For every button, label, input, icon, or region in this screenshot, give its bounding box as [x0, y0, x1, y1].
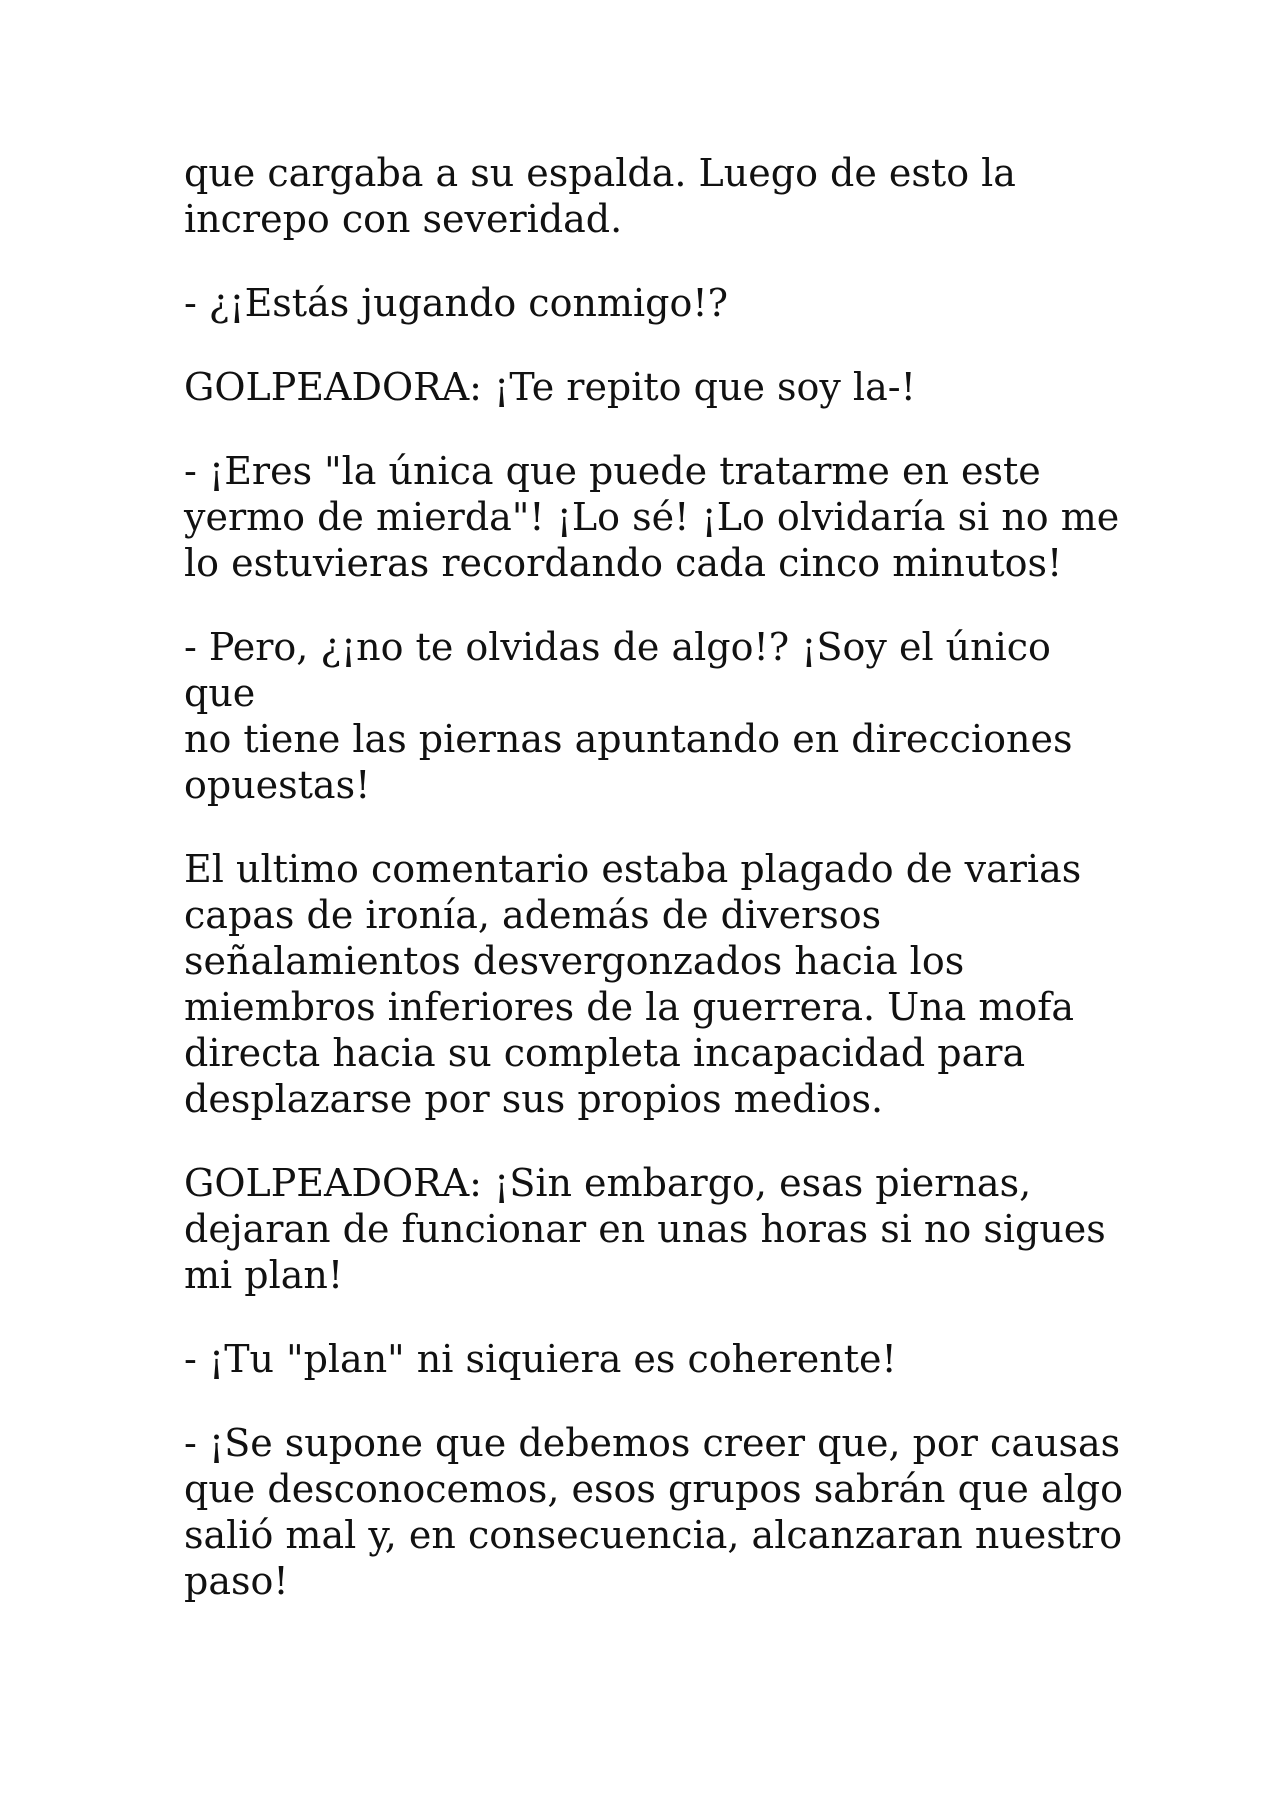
text-line: no tiene las piernas apuntando en direcciones	[184, 717, 1073, 761]
text-line: que cargaba a su espalda. Luego de esto la	[184, 151, 1016, 195]
text-line: - ¡Se supone que debemos creer que, por causas	[184, 1421, 1121, 1465]
paragraph	[184, 448, 1124, 586]
text-line: El ultimo comentario estaba plagado de varias	[184, 847, 1082, 891]
text-line: lo estuvieras recordando cada cinco minutos!	[184, 541, 1063, 585]
text-line: GOLPEADORA: ¡Te repito que soy la-!	[184, 365, 916, 409]
text-line: opuestas!	[184, 763, 371, 807]
text-line: desplazarse por sus propios medios.	[184, 1077, 884, 1121]
paragraph	[184, 1336, 1124, 1382]
text-line: capas de ironía, además de diversos	[184, 893, 882, 937]
text-line: miembros inferiores de la guerrera. Una mofa	[184, 985, 1074, 1029]
text-line: salió mal y, en consecuencia, alcanzaran nuestro	[184, 1513, 1123, 1557]
text-line: - ¡Eres "la única que puede tratarme en este	[184, 449, 1041, 493]
paragraph	[184, 624, 1124, 808]
text-line: - ¡Tu "plan" ni siquiera es coherente!	[184, 1337, 897, 1381]
paragraph	[184, 1160, 1124, 1298]
text-line: - Pero, ¿¡no te olvidas de algo!? ¡Soy el único que	[184, 625, 1051, 715]
paragraph	[184, 280, 1124, 326]
text-line: GOLPEADORA: ¡Sin embargo, esas piernas,	[184, 1161, 1032, 1205]
text-line: yermo de mierda"! ¡Lo sé! ¡Lo olvidaría si no me	[184, 495, 1120, 539]
text-line: paso!	[184, 1559, 289, 1603]
text-line: mi plan!	[184, 1253, 344, 1297]
text-line: directa hacia su completa incapacidad para	[184, 1031, 1026, 1075]
paragraph	[184, 1420, 1124, 1604]
text-line: señalamientos desvergonzados hacia los	[184, 939, 965, 983]
text-line: increpo con severidad.	[184, 197, 623, 241]
paragraph	[184, 364, 1124, 410]
text-line: - ¿¡Estás jugando conmigo!?	[184, 281, 728, 325]
paragraph	[184, 846, 1124, 1122]
text-line: que desconocemos, esos grupos sabrán que algo	[184, 1467, 1123, 1511]
text-line: dejaran de funcionar en unas horas si no sigues	[184, 1207, 1106, 1251]
paragraph	[184, 150, 1124, 242]
document-page	[184, 150, 1124, 1642]
